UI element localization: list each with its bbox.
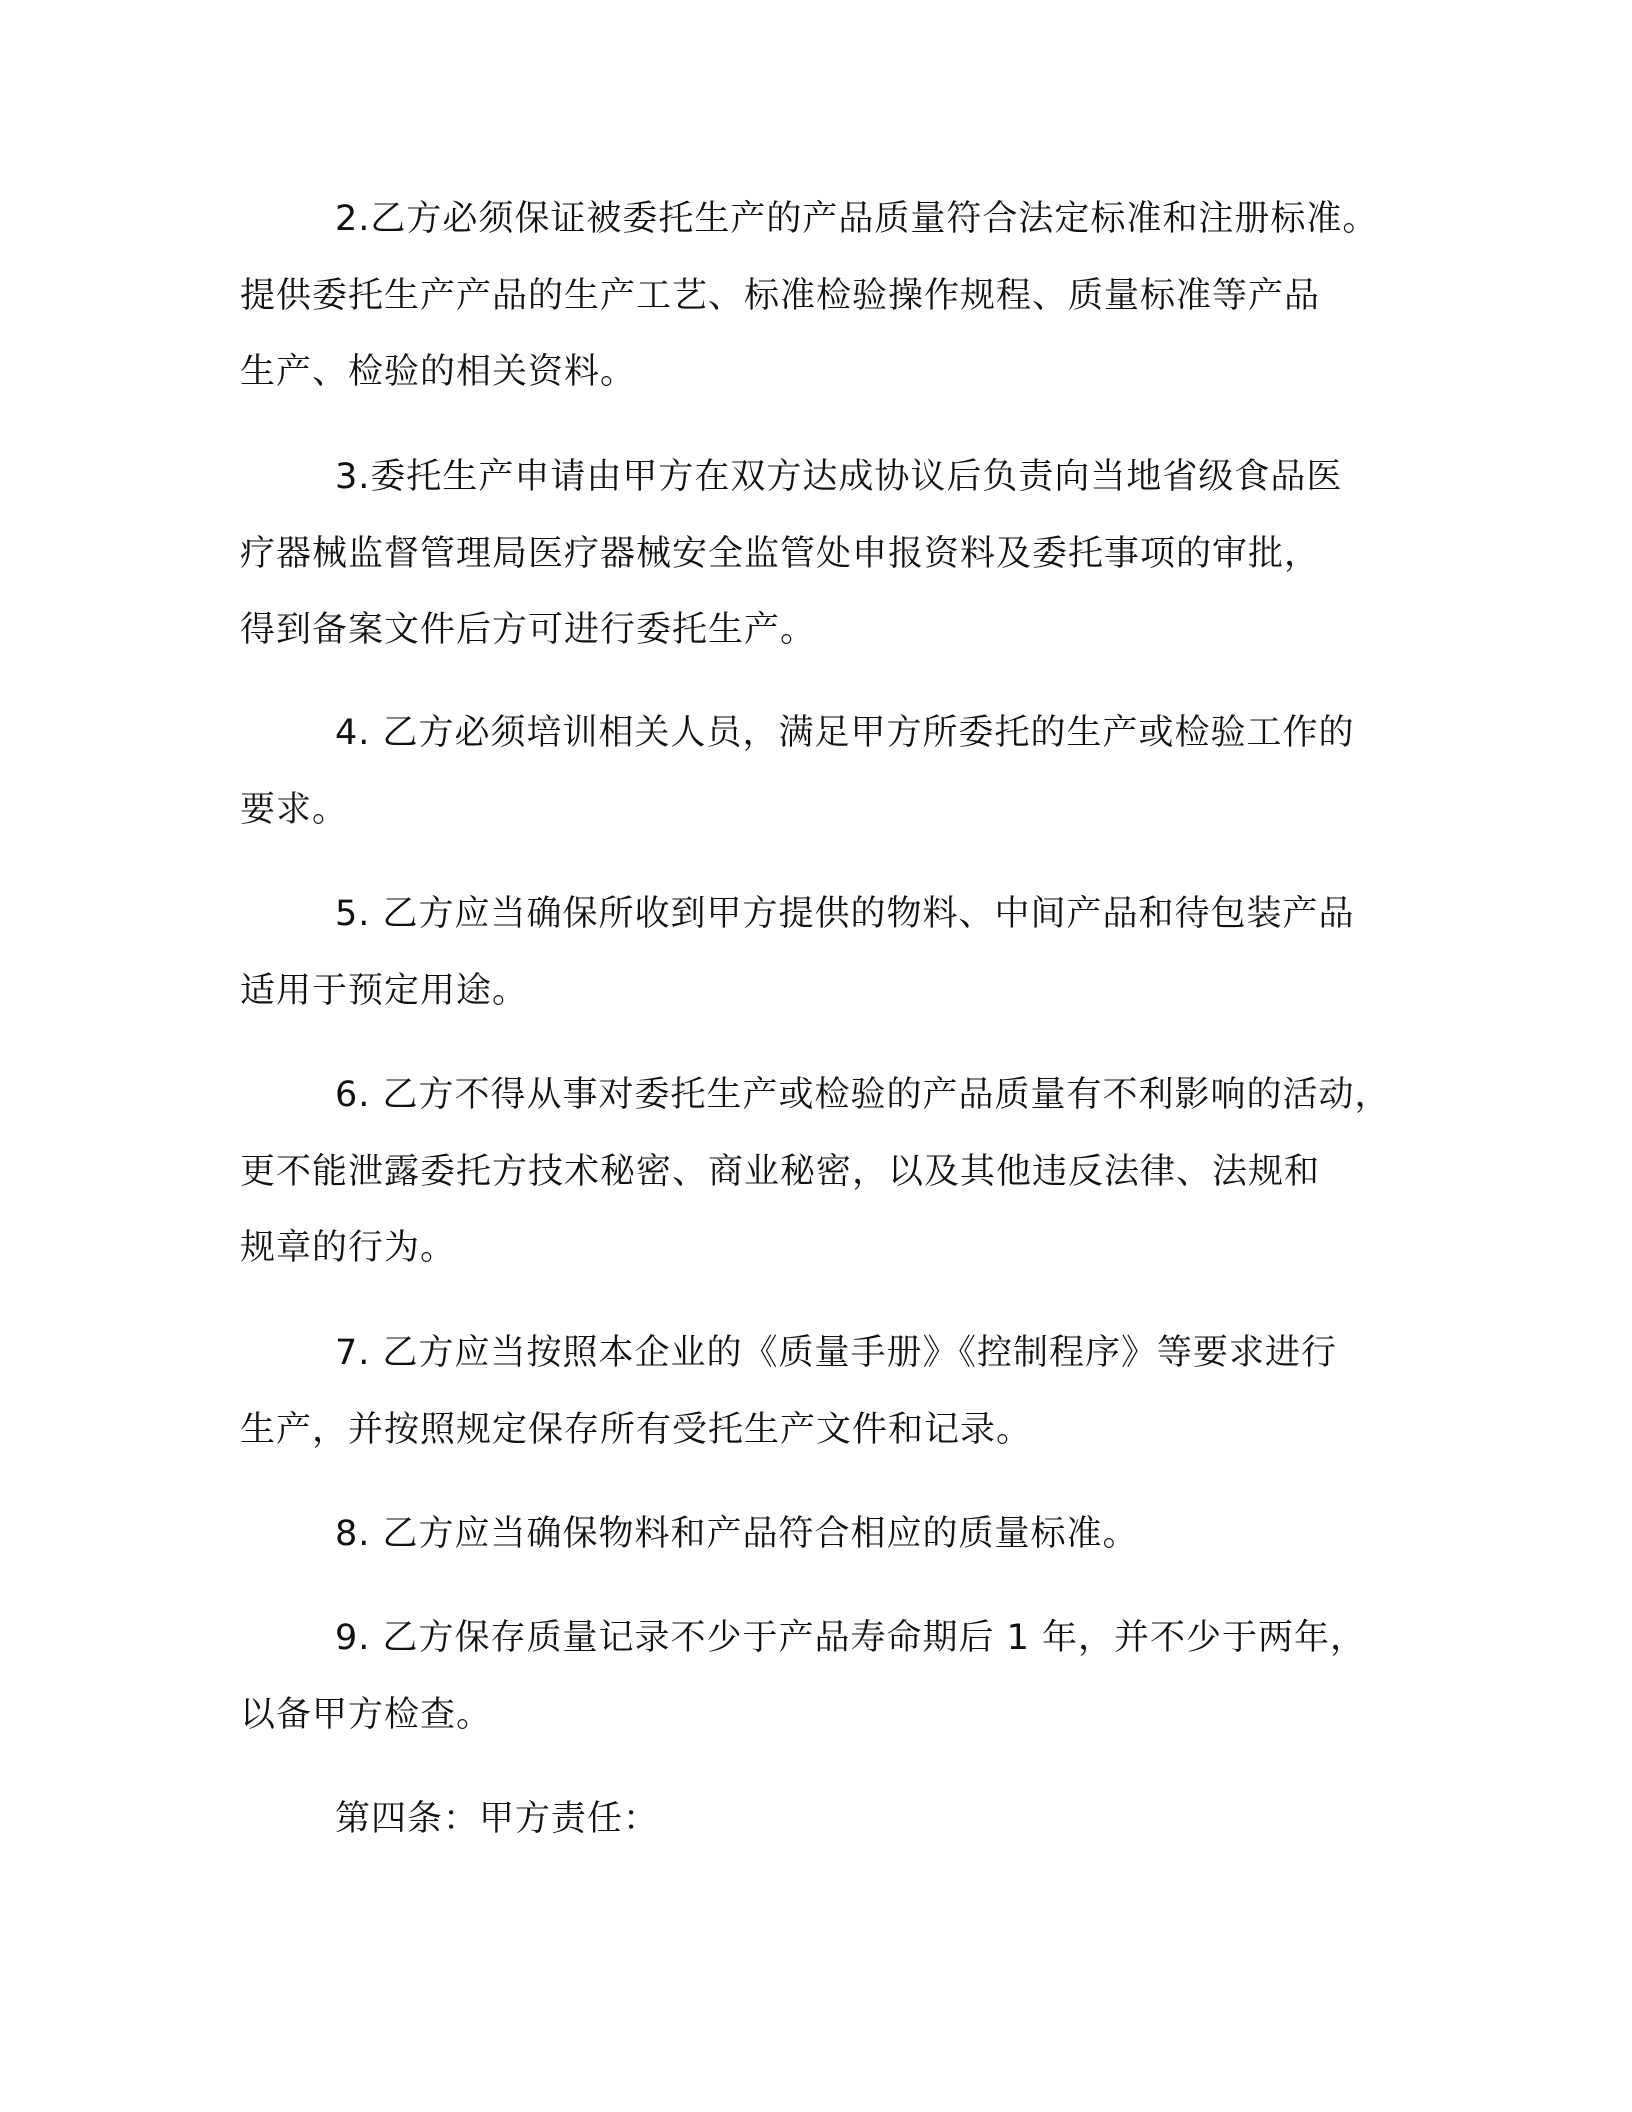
paragraph-6-line-2: 更不能泄露委托方技术秘密、商业秘密，以及其他违反法律、法规和 [240,1152,1321,1192]
paragraph-4-line-2: 要求。 [240,790,349,830]
paragraph-6-line-3: 规章的行为。 [240,1228,457,1268]
paragraph-9-line-2: 以备甲方检查。 [240,1695,493,1735]
paragraph-3-line-2: 疗器械监督管理局医疗器械安全监管处申报资料及委托事项的审批， [240,534,1321,574]
paragraph-3-line-3: 得到备案文件后方可进行委托生产。 [240,610,817,650]
paragraph-5-line-1: 5. 乙方应当确保所收到甲方提供的物料、中间产品和待包装产品 [335,894,1355,934]
paragraph-8-line-1: 8. 乙方应当确保物料和产品符合相应的质量标准。 [335,1514,1139,1554]
paragraph-5-line-2: 适用于预定用途。 [240,971,529,1011]
paragraph-2-line-2: 提供委托生产产品的生产工艺、标准检验操作规程、质量标准等产品 [240,276,1321,316]
paragraph-9-line-1: 9. 乙方保存质量记录不少于产品寿命期后 1 年，并不少于两年， [335,1618,1367,1658]
article-4-heading: 第四条：甲方责任： [335,1799,660,1839]
paragraph-4-line-1: 4. 乙方必须培训相关人员，满足甲方所委托的生产或检验工作的 [335,713,1355,753]
paragraph-7-line-1: 7. 乙方应当按照本企业的《质量手册》《控制程序》等要求进行 [335,1333,1338,1373]
paragraph-3-line-1: 3.委托生产申请由甲方在双方达成协议后负责向当地省级食品医 [335,457,1343,497]
paragraph-7-line-2: 生产，并按照规定保存所有受托生产文件和记录。 [240,1410,1033,1450]
paragraph-2-line-1: 2.乙方必须保证被委托生产的产品质量符合法定标准和注册标准。 [335,199,1379,239]
paragraph-2-line-3: 生产、检验的相关资料。 [240,352,637,392]
paragraph-6-line-1: 6. 乙方不得从事对委托生产或检验的产品质量有不利影响的活动， [335,1075,1391,1115]
